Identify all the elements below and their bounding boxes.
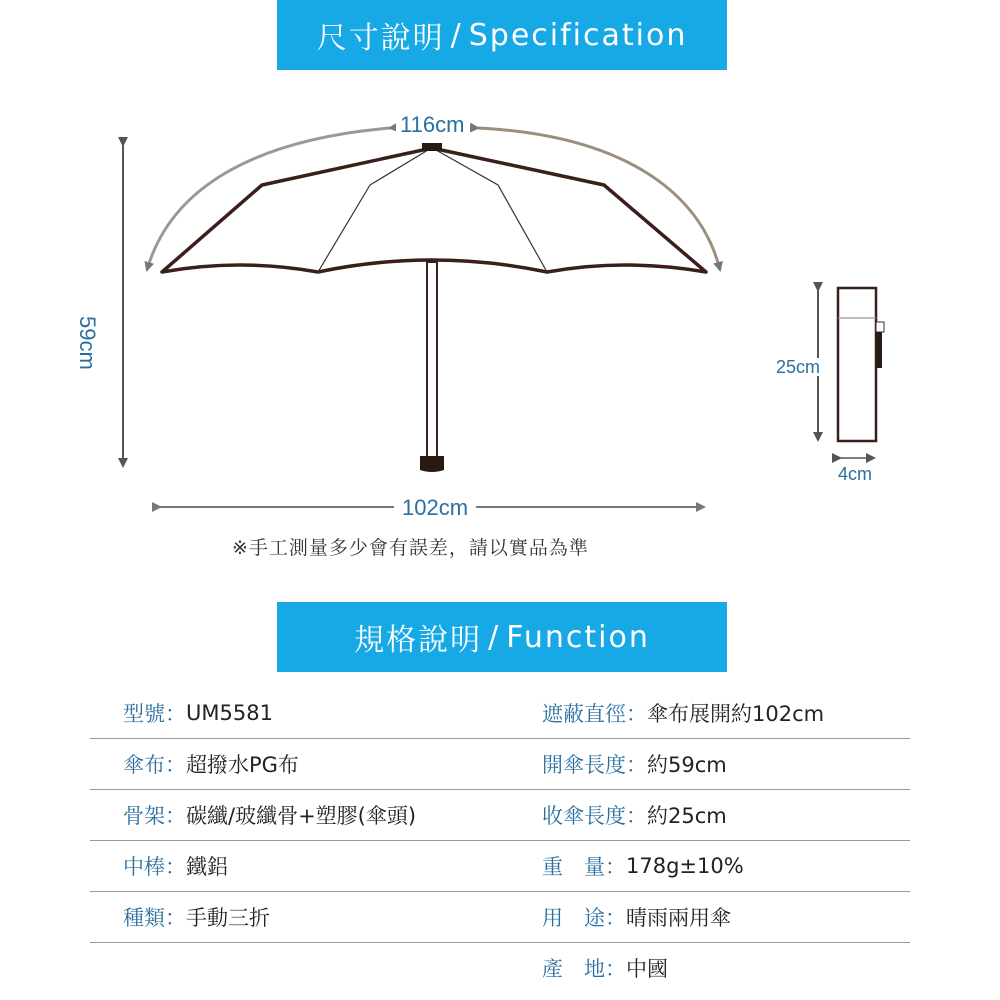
spec-right-cell (542, 688, 824, 738)
spec-value: 約25cm (647, 804, 727, 828)
spec-left-cell (123, 841, 228, 891)
folded-umbrella-strap-body (876, 332, 882, 368)
spec-value: 碳纖/玻纖骨+塑膠(傘頭) (186, 804, 417, 828)
spec-label: 用 途： (542, 906, 626, 930)
spec-label: 開傘長度： (542, 753, 647, 777)
spec-row (90, 790, 910, 841)
spec-right-cell (542, 790, 727, 840)
spec-value: 中國 (626, 957, 668, 981)
spec-label: 收傘長度： (542, 804, 647, 828)
spec-label: 型號： (123, 702, 186, 726)
measurement-note: ※手工測量多少會有誤差，請以實品為準 (232, 537, 589, 559)
spec-label: 傘布： (123, 753, 186, 777)
spec-row (90, 841, 910, 892)
spec-right-cell (542, 892, 731, 942)
spec-value: 178g±10% (626, 854, 744, 878)
spec-right-cell (542, 739, 727, 789)
span-width-label: 102cm (394, 497, 476, 519)
handle (420, 456, 444, 472)
spec-left-cell (123, 790, 416, 840)
spec-row (90, 688, 910, 739)
spec-label: 中棒： (123, 855, 186, 879)
spec-right-cell (542, 841, 744, 891)
spec-banner-sep: / (450, 17, 463, 53)
spec-value: 手動三折 (186, 906, 270, 930)
spec-value: 鐵鋁 (186, 855, 228, 879)
canopy-tip (422, 143, 442, 151)
spec-left-cell (123, 739, 299, 789)
spec-row (90, 892, 910, 943)
canopy (162, 148, 706, 272)
spec-value: 超撥水PG布 (186, 753, 299, 777)
spec-banner-en: Specification (468, 17, 688, 53)
specification-banner (277, 0, 727, 70)
spec-value: UM5581 (186, 701, 273, 725)
spec-label: 骨架： (123, 804, 186, 828)
shaft (427, 262, 437, 462)
spec-table (90, 688, 910, 993)
folded-width-label: 4cm (838, 464, 873, 484)
arc-width-label: 116cm (396, 114, 468, 136)
spec-banner-zh: 尺寸說明 (316, 21, 445, 56)
spec-row (90, 739, 910, 790)
spec-value: 約59cm (647, 753, 727, 777)
spec-label: 產 地： (542, 957, 626, 981)
spec-left-cell (123, 892, 270, 942)
spec-value: 晴雨兩用傘 (626, 906, 731, 930)
spec-left-cell (123, 688, 273, 738)
folded-length-label: 25cm (776, 357, 821, 377)
folded-umbrella-strap (876, 322, 884, 332)
spec-label: 種類： (123, 906, 186, 930)
open-length-label: 59cm (76, 310, 98, 376)
spec-right-cell (542, 943, 668, 993)
func-banner-zh: 規格說明 (354, 623, 483, 658)
spec-row (90, 943, 910, 993)
func-banner-en: Function (506, 619, 650, 655)
spec-label: 遮蔽直徑： (542, 702, 647, 726)
spec-value: 傘布展開約102cm (647, 702, 825, 726)
folded-umbrella (838, 288, 876, 441)
spec-label: 重 量： (542, 855, 626, 879)
function-banner (277, 602, 727, 672)
func-banner-sep: / (488, 619, 501, 655)
